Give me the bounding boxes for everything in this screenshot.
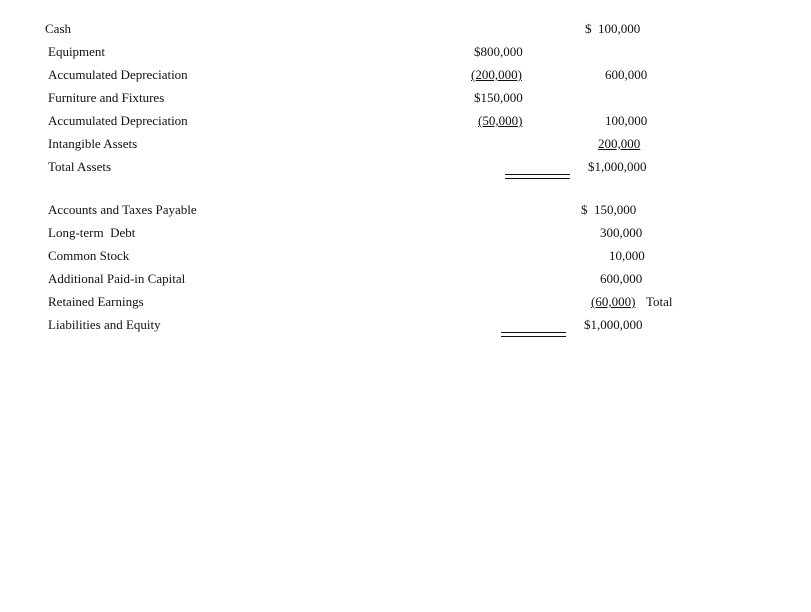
net-equipment-total: 600,000 [605,67,648,82]
retained-earnings-total: (60,000) [591,294,636,309]
cash-total: $ 100,000 [585,21,641,36]
apic-label: Additional Paid-in Capital [48,271,186,286]
common-stock-label: Common Stock [48,248,130,263]
common-stock-total: 10,000 [609,248,645,263]
retained-earnings-label: Retained Earnings [48,294,144,309]
accum-dep-furniture-amount: (50,000) [478,113,523,128]
accum-dep-equipment-label: Accumulated Depreciation [48,67,188,82]
cash-label: Cash [45,21,71,36]
payables-total: $ 150,000 [581,202,637,217]
furniture-amount: $150,000 [474,90,523,105]
total-assets-total: $1,000,000 [588,159,647,174]
equipment-amount: $800,000 [474,44,523,59]
retained-earnings-suffix: Total [646,294,673,309]
furniture-label: Furniture and Fixtures [48,90,165,105]
equipment-label: Equipment [48,44,106,59]
intangible-total: 200,000 [598,136,641,151]
double-underline-assets [505,174,570,179]
total-liab-equity-total: $1,000,000 [584,317,643,332]
double-underline-liabilities [501,332,566,337]
intangible-label: Intangible Assets [48,136,138,151]
accum-dep-furniture-label: Accumulated Depreciation [48,113,188,128]
long-term-debt-label: Long-term Debt [48,225,136,240]
apic-total: 600,000 [600,271,643,286]
accum-dep-equipment-amount: (200,000) [471,67,522,82]
payables-label: Accounts and Taxes Payable [48,202,197,217]
total-liab-equity-label: Liabilities and Equity [48,317,161,332]
total-assets-label: Total Assets [48,159,112,174]
long-term-debt-total: 300,000 [600,225,643,240]
net-furniture-total: 100,000 [605,113,648,128]
